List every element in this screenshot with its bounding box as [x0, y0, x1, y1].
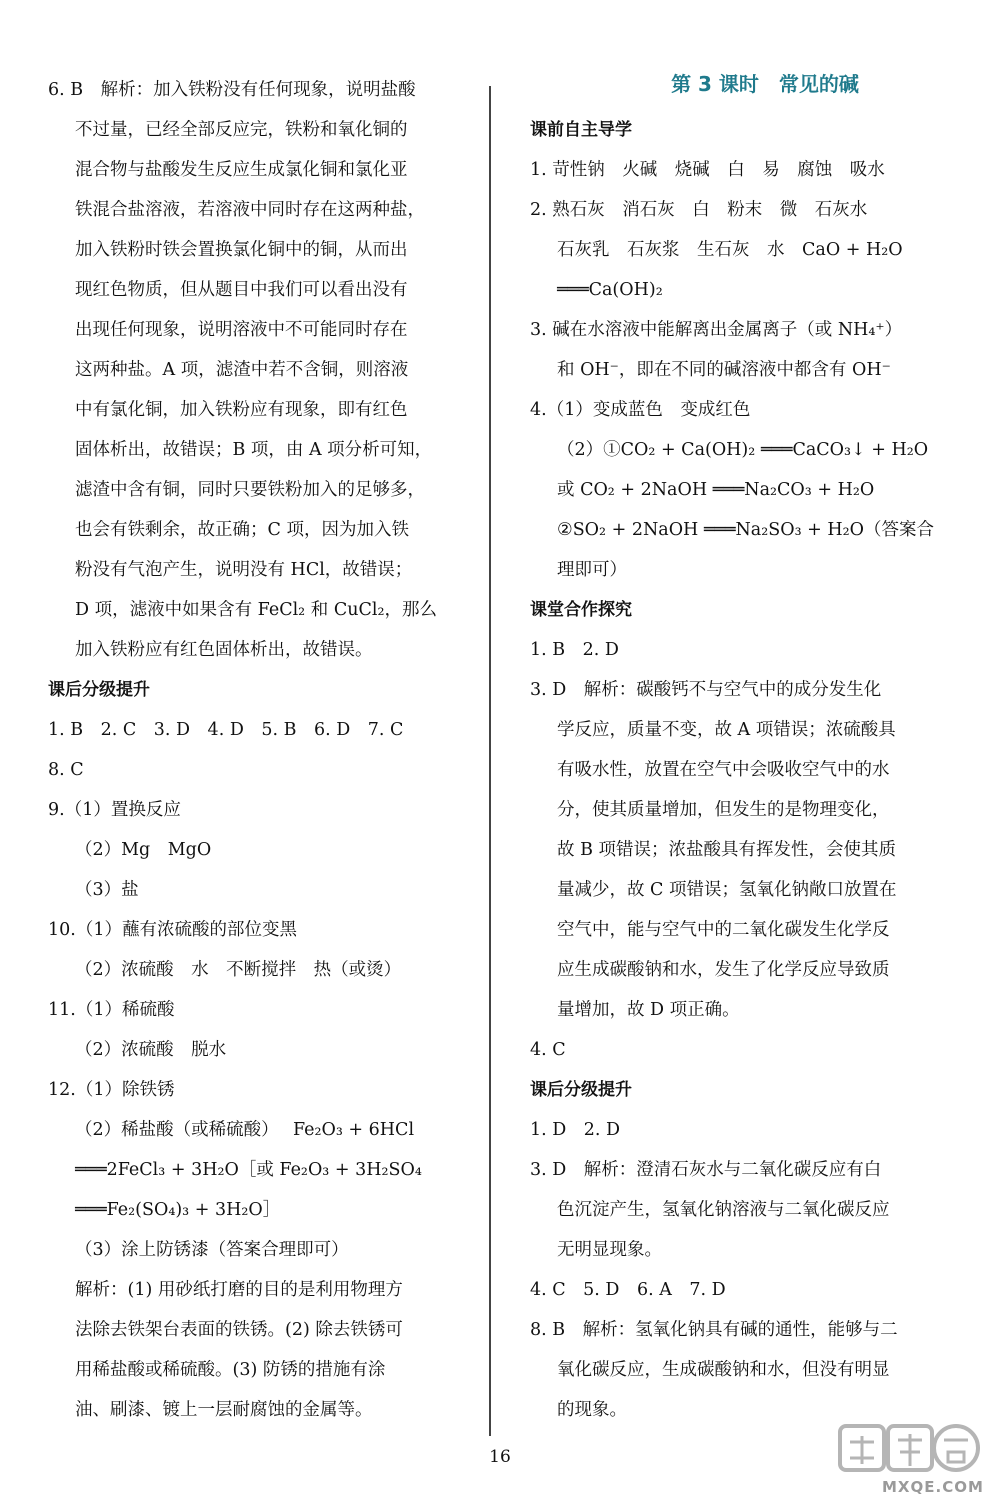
answer-line: （2）浓硫酸 脱水: [75, 1040, 227, 1060]
answer-line: （2）浓硫酸 水 不断搅拌 热（或烫）: [75, 960, 402, 980]
left-section-heading: 课后分级提升: [48, 680, 150, 700]
answer-line: 学反应，质量不变，故 A 项错误；浓硫酸具: [557, 720, 896, 740]
answer-line: 3. D 解析：澄清石灰水与二氧化碳反应有白: [530, 1160, 882, 1180]
answer-line: 12.（1）除铁锈: [48, 1080, 175, 1100]
answer-line: 石灰乳 石灰浆 生石灰 水 CaO + H₂O: [557, 240, 903, 260]
text-line: D 项，滤液中如果含有 FeCl₂ 和 CuCl₂，那么: [75, 600, 437, 620]
answer-line: 10.（1）蘸有浓硫酸的部位变黑: [48, 920, 297, 940]
answer-line: 分，使其质量增加，但发生的是物理变化，: [557, 800, 890, 820]
text-line: 这两种盐。A 项，滤渣中若不含铜，则溶液: [75, 360, 409, 380]
lesson-title: 第 3 课时 常见的碱: [671, 72, 859, 96]
answer-line: ═══Ca(OH)₂: [557, 280, 663, 300]
answer-line: 1. D 2. D: [530, 1120, 621, 1140]
text-line: 粉没有气泡产生，说明没有 HCl，故错误；: [75, 560, 413, 580]
page-number: 16: [489, 1447, 511, 1467]
answer-line: 有吸水性，放置在空气中会吸收空气中的水: [557, 760, 890, 780]
answer-line: 4.（1）变成蓝色 变成红色: [530, 400, 751, 420]
answer-line: （2）Mg MgO: [75, 840, 212, 860]
section-heading-afterclass: 课后分级提升: [530, 1080, 632, 1100]
answer-line: 3. D 解析：碳酸钙不与空气中的成分发生化: [530, 680, 882, 700]
answer-line: 理即可）: [557, 560, 627, 580]
answer-line: 故 B 项错误；浓盐酸具有挥发性，会使其质: [557, 840, 896, 860]
answer-line: 应生成碳酸钠和水，发生了化学反应导致质: [557, 960, 890, 980]
answer-line: 的现象。: [557, 1400, 627, 1420]
answer-line: （3）盐: [75, 880, 139, 900]
text-line: 混合物与盐酸发生反应生成氯化铜和氯化亚: [75, 160, 408, 180]
column-divider: [489, 86, 491, 1436]
left-intro-lines: [48, 70, 460, 670]
text-line: 加入铁粉应有红色固体析出，故错误。: [75, 640, 373, 660]
answer-line: ═══Fe₂(SO₄)₃ + 3H₂O］: [75, 1200, 281, 1220]
answer-line: 色沉淀产生，氢氧化钠溶液与二氧化碳反应: [557, 1200, 890, 1220]
text-line: 滤渣中含有铜，同时只要铁粉加入的足够多，: [75, 480, 425, 500]
text-line: 加入铁粉时铁会置换氯化铜中的铜，从而出: [75, 240, 408, 260]
answer-line: 量增加，故 D 项正确。: [557, 1000, 740, 1020]
text-line: 中有氯化铜，加入铁粉应有现象，即有红色: [75, 400, 408, 420]
text-line: 6. B 解析：加入铁粉没有任何现象，说明盐酸: [48, 80, 416, 100]
answer-line: 量减少，故 C 项错误；氢氧化钠敞口放置在: [557, 880, 897, 900]
section-classroom-lines: [530, 630, 940, 1070]
watermark-seal-icon: [830, 1422, 980, 1482]
answer-line: 11.（1）稀硫酸: [48, 1000, 175, 1020]
answer-line: 和 OH⁻，即在不同的碱溶液中都含有 OH⁻: [557, 360, 891, 380]
section-heading-classroom: 课堂合作探究: [530, 600, 632, 620]
answer-line: 或 CO₂ + 2NaOH ═══Na₂CO₃ + H₂O: [557, 480, 875, 500]
answer-line: 8. B 解析：氢氧化钠具有碱的通性，能够与二: [530, 1320, 898, 1340]
answer-line: 无明显现象。: [557, 1240, 662, 1260]
section-prelesson-lines: [530, 150, 940, 590]
text-line: 固体析出，故错误；B 项，由 A 项分析可知，: [75, 440, 433, 460]
answer-line: 空气中，能与空气中的二氧化碳发生化学反: [557, 920, 890, 940]
answer-line: 油、刷漆、镀上一层耐腐蚀的金属等。: [75, 1400, 373, 1420]
answer-line: 3. 碱在水溶液中能解离出金属离子（或 NH₄⁺）: [530, 320, 903, 340]
left-column: [48, 70, 460, 1430]
text-line: 不过量，已经全部反应完，铁粉和氧化铜的: [75, 120, 408, 140]
answer-line: （3）涂上防锈漆（答案合理即可）: [75, 1240, 349, 1260]
answer-line: 8. C: [48, 760, 84, 780]
answer-line: 4. C 5. D 6. A 7. D: [530, 1280, 726, 1300]
text-line: 出现任何现象，说明溶液中不可能同时存在: [75, 320, 408, 340]
watermark-text: MXQE.COM: [882, 1478, 984, 1496]
answer-line: 1. B 2. D: [530, 640, 619, 660]
text-line: 也会有铁剩余，故正确；C 项，因为加入铁: [75, 520, 409, 540]
answer-line: 法除去铁架台表面的铁锈。(2) 除去铁锈可: [75, 1320, 403, 1340]
watermark-logo: [830, 1422, 984, 1497]
answer-line: 用稀盐酸或稀硫酸。(3) 防锈的措施有涂: [75, 1360, 386, 1380]
text-line: 现红色物质，但从题目中我们可以看出没有: [75, 280, 408, 300]
text-line: 铁混合盐溶液，若溶液中同时存在这两种盐，: [75, 200, 425, 220]
answer-line: 4. C: [530, 1040, 566, 1060]
answer-line: （2）①CO₂ + Ca(OH)₂ ═══CaCO₃↓ + H₂O: [557, 440, 929, 460]
answer-line: 1. B 2. C 3. D 4. D 5. B 6. D 7. C: [48, 720, 404, 740]
answer-line: 2. 熟石灰 消石灰 白 粉末 微 石灰水: [530, 200, 868, 220]
answer-line: 氧化碳反应，生成碳酸钠和水，但没有明显: [557, 1360, 890, 1380]
answer-line: ②SO₂ + 2NaOH ═══Na₂SO₃ + H₂O（答案合: [557, 520, 935, 540]
section-afterclass-lines: [530, 1110, 940, 1430]
left-answer-lines: [48, 710, 460, 1430]
answer-line: 1. 苛性钠 火碱 烧碱 白 易 腐蚀 吸水: [530, 160, 885, 180]
section-heading-prelesson: 课前自主导学: [530, 120, 632, 140]
right-column: [530, 58, 940, 1430]
answer-line: 解析：(1) 用砂纸打磨的目的是利用物理方: [75, 1280, 403, 1300]
answer-line: 9.（1）置换反应: [48, 800, 181, 820]
answer-line: ═══2FeCl₃ + 3H₂O［或 Fe₂O₃ + 3H₂SO₄: [75, 1160, 422, 1180]
answer-line: （2）稀盐酸（或稀硫酸） Fe₂O₃ + 6HCl: [75, 1120, 415, 1140]
